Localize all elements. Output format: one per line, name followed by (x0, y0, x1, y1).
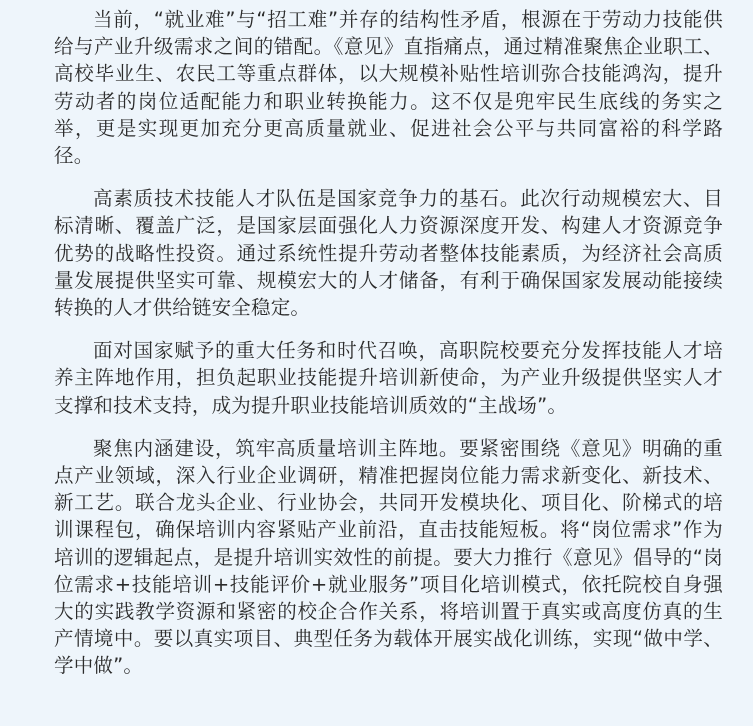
paragraph: 聚焦内涵建设，筑牢高质量培训主阵地。要紧密围绕《意见》明确的重点产业领域，深入行业企业调研，精准把握岗位能力需求新变化、新技术、新工艺。联合龙头企业、行业协会，共同开发模块化、项目化、阶梯式的培训课程包，确保培训内容紧贴产业前沿，直击技能短板。将“岗位需求”作为培训的逻辑起点，是提升培训实效性的前提。要大力推行《意见》倡导的“岗位需求+技能培训+技能评价+就业服务”项目化培训模式，依托院校自身强大的实践教学资源和紧密的校企合作关系，将培训置于真实或高度仿真的生产情境中。要以真实项目、典型任务为载体开展实战化训练，实现“做中学、学中做”。 (54, 436, 723, 678)
paragraph: 面对国家赋予的重大任务和时代召唤，高职院校要充分发挥技能人才培养主阵地作用，担负起职业技能提升培训新使命，为产业升级提供坚实人才支撑和技术支持，成为提升职业技能培训质效的“主战场”。 (54, 339, 723, 417)
paragraph: 高素质技术技能人才队伍是国家竞争力的基石。此次行动规模宏大、目标清晰、覆盖广泛，是国家层面强化人力资源深度开发、构建人才资源竞争优势的战略性投资。通过系统性提升劳动者整体技能素质，为经济社会高质量发展提供坚实可靠、规模宏大的人才储备，有利于确保国家发展动能接续转换的人才供给链安全稳定。 (54, 187, 723, 320)
paragraph: 当前，“就业难”与“招工难”并存的结构性矛盾，根源在于劳动力技能供给与产业升级需求之间的错配。《意见》直指痛点，通过精准聚焦企业职工、高校毕业生、农民工等重点群体，以大规模补贴性培训弥合技能鸿沟，提升劳动者的岗位适配能力和职业转换能力。这不仅是兜牢民生底线的务实之举，更是实现更加充分更高质量就业、促进社会公平与共同富裕的科学路径。 (54, 8, 723, 168)
